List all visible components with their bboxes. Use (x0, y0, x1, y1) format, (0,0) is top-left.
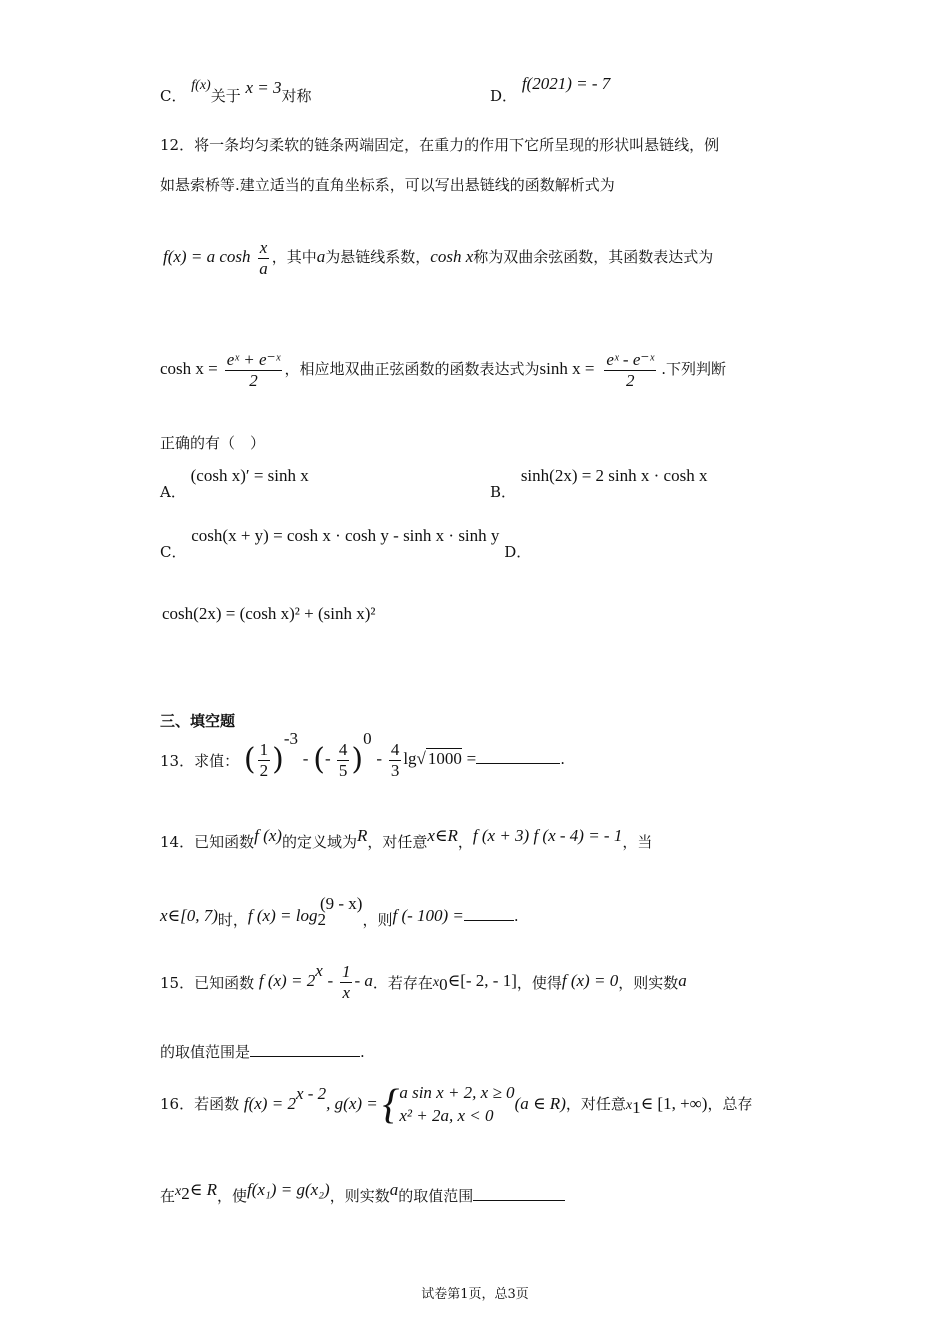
q13-half-fraction (258, 740, 271, 780)
q14-fx: f (x) (254, 826, 282, 845)
q12-option-a-label: A． (160, 483, 186, 501)
q13-half-num: 1 (259, 740, 269, 759)
q16-text: ，总存 (707, 1094, 753, 1113)
q16-line2 (160, 1180, 565, 1204)
q13-exp2: 0 (363, 729, 372, 749)
q13-four-fifths (337, 740, 350, 780)
q15-text: ，则实数 (618, 974, 679, 993)
q14-text: ，当 (622, 833, 653, 851)
q13 (160, 729, 566, 780)
q16-f-def: f(x) = 2 (243, 1093, 296, 1113)
q12-stem-line4 (160, 350, 726, 390)
q14-question: f (- 100) = (392, 906, 464, 925)
q16-x2-domain: ∈ R (189, 1180, 217, 1199)
q16-text: 的取值范围 (398, 1187, 474, 1205)
q14-text: 时， (217, 911, 248, 929)
q13-paren: ( (243, 742, 256, 778)
q16-x1-sub: 1 (632, 1097, 641, 1117)
q16-piecewise (383, 1082, 515, 1128)
q12-stem-line2: 如悬索桥等.建立适当的直角坐标系，可以写出悬链线的函数解析式为 (160, 176, 615, 194)
q13-exp1: -3 (283, 729, 298, 749)
q13-paren: ) (351, 742, 364, 778)
q12-stem-line3 (163, 238, 713, 278)
q13-end: . (560, 750, 566, 769)
q13-label: 13．求值： (160, 752, 240, 771)
q14-x-in-R: x∈R (427, 826, 458, 845)
q13-coef-num: 4 (390, 740, 400, 759)
q15-f-lhs: f (x) = 2 (258, 971, 316, 991)
q13-coef-fraction (389, 740, 402, 780)
q11-option-d (490, 74, 611, 106)
q15-eq: f (x) = 0 (561, 971, 619, 991)
sinh-def-lhs: sinh x = (539, 359, 595, 379)
q16-x2: x (175, 1184, 182, 1199)
q12-option-d-formula: cosh(2x) = (cosh x)² + (sinh x)² (162, 604, 376, 623)
q14-R: R (356, 826, 368, 845)
q15-label: 15．已知函数 (160, 974, 255, 993)
q12-option-a (160, 466, 309, 501)
q15-fraction (340, 962, 353, 1002)
q15-frac-den: x (342, 982, 350, 1002)
q11-option-c (160, 78, 312, 107)
q11-option-c-mid: 关于 (210, 87, 241, 105)
q12-option-a-expr: (cosh x)′ = sinh x (190, 466, 309, 485)
sinh-def-numerator: eˣ - e⁻ˣ (606, 350, 655, 369)
q12-option-b (490, 466, 708, 501)
q15-x0-domain: ∈[- 2, - 1] (447, 971, 517, 991)
q15-line1 (160, 962, 687, 1002)
q16-text: ，使 (216, 1187, 247, 1205)
q16-g-def: , g(x) = (326, 1093, 378, 1113)
q16-var-a: a (389, 1180, 399, 1199)
q16-x2-sub: 2 (181, 1184, 190, 1203)
q13-coef-den: 3 (390, 760, 400, 780)
q14-line1 (160, 826, 653, 851)
q12-text: ，相应地双曲正弦函数的函数表达式为 (284, 360, 540, 379)
q11-option-c-end: 对称 (281, 87, 312, 105)
page-footer: 试卷第1页，总3页 (421, 1287, 529, 1302)
q13-paren: ) (272, 742, 284, 778)
q16-case1: a sin x + 2, x ≥ 0 (399, 1083, 515, 1102)
catenary-formula-fraction (257, 238, 270, 278)
cosh-def-fraction (225, 350, 283, 390)
q16-condition: (a ∈ R) (514, 1093, 566, 1113)
q15-x0-sub: 0 (439, 975, 448, 995)
q12-option-c (160, 526, 532, 561)
q12-text: .下列判断 (661, 360, 727, 379)
q14-log-def: f (x) = log (247, 906, 318, 925)
sinh-def-fraction (601, 350, 659, 390)
q13-four5-num: 4 (338, 740, 348, 759)
q13-minus: - (302, 749, 309, 769)
q14-domain: x∈[0, 7) (160, 906, 218, 925)
q13-paren: ( (313, 742, 325, 778)
q16-text: ，则实数 (329, 1187, 390, 1205)
q16-case2: x² + 2a, x < 0 (399, 1105, 494, 1125)
q13-minus: - (376, 749, 383, 769)
cosh-def-numerator: eˣ + e⁻ˣ (226, 350, 281, 369)
q13-lg: lg (403, 749, 417, 769)
q12-text: ，其中 (271, 248, 317, 267)
q14-label: 14．已知函数 (160, 833, 255, 851)
q12-stem-line5: 正确的有（ ） (160, 434, 266, 452)
q15-line2 (160, 1042, 365, 1061)
q13-half-den: 2 (259, 760, 269, 780)
q12-option-d-expr (162, 604, 376, 624)
q15-x0: x (432, 975, 440, 991)
q14-log-base: 2 (317, 910, 326, 929)
q15-text: ，使得 (516, 974, 562, 993)
q15-answer-blank[interactable] (250, 1042, 360, 1057)
q12-text: 称为双曲余弦函数，其函数表达式为 (473, 248, 714, 267)
q16-f-exp: x - 2 (295, 1083, 327, 1103)
q12-option-c-label: C． (160, 543, 187, 561)
q12-var-a: a (316, 247, 326, 267)
q14-text: 的定义域为 (281, 833, 357, 851)
q16-line1 (160, 1082, 752, 1128)
q12-option-c-expr: cosh(x + y) = cosh x · cosh y - sinh x · sinh y (191, 526, 500, 545)
q16-x1-domain: ∈ [1, +∞) (640, 1093, 708, 1113)
q15-text: ．若存在 (372, 974, 433, 993)
q15-minus: - (327, 971, 334, 991)
q15-f-exp: x (315, 961, 323, 981)
q14-log-arg: (9 - x) (319, 894, 363, 913)
q13-answer-blank[interactable] (476, 749, 560, 764)
section-fill-in-heading: 三、填空题 (160, 712, 236, 730)
catenary-fraction-numerator: x (259, 238, 268, 257)
q12-stem-line1: 12．将一条均匀柔软的链条两端固定，在重力的作用下它所呈现的形状叫悬链线，例 (160, 136, 720, 154)
q13-radicand: 1000 (427, 749, 462, 769)
q15-var-a: a (678, 971, 687, 991)
q13-inner-sign: - (324, 749, 335, 769)
q11-option-c-label: C． (160, 87, 187, 105)
q16-text: 在 (160, 1187, 176, 1205)
q14-line2 (160, 894, 519, 930)
q16-eq: f(x₁) = g(x₂) (246, 1180, 330, 1199)
q13-eq: = (466, 749, 477, 769)
q14-text: ，则 (362, 911, 393, 929)
q14-text: ，对任意 (367, 833, 428, 851)
q14-end: . (513, 907, 519, 925)
q12-text: 为悬链线系数， (325, 248, 431, 267)
q16-brace: { (382, 1081, 400, 1128)
cosh-def-lhs: cosh x = (160, 359, 218, 379)
q16-x1: x (625, 1097, 633, 1113)
q15-f-end: - a (354, 971, 373, 991)
q16-label: 16．若函数 (160, 1094, 240, 1113)
q13-sqrt-icon: √ (416, 749, 426, 769)
q14-text: ， (457, 833, 473, 851)
catenary-formula-lhs: f(x) = a cosh (163, 247, 251, 267)
q12-option-b-label: B． (490, 483, 517, 501)
q12-cosh-term: cosh x (430, 247, 474, 267)
q16-text: ，对任意 (565, 1094, 626, 1113)
q11-option-c-fx: f(x) (191, 78, 211, 93)
q12-option-d-label: D． (504, 543, 532, 561)
q11-option-d-label: D． (490, 87, 518, 105)
q15-frac-num: 1 (341, 962, 351, 981)
q15-text: 的取值范围是 (160, 1043, 251, 1061)
q14-answer-blank[interactable] (464, 906, 514, 921)
q13-four5-den: 5 (338, 760, 348, 780)
q15-end: . (360, 1043, 365, 1061)
q12-option-b-expr: sinh(2x) = 2 sinh x · cosh x (520, 466, 708, 485)
catenary-fraction-denominator: a (259, 258, 268, 278)
cosh-def-denominator: 2 (249, 370, 258, 390)
q14-functional-eq: f (x + 3) f (x - 4) = - 1 (472, 826, 623, 845)
q11-option-d-expr: f(2021) = - 7 (521, 74, 611, 93)
q16-answer-blank[interactable] (473, 1186, 565, 1201)
sinh-def-denominator: 2 (626, 370, 635, 390)
q11-option-c-eq: x = 3 (245, 78, 282, 97)
